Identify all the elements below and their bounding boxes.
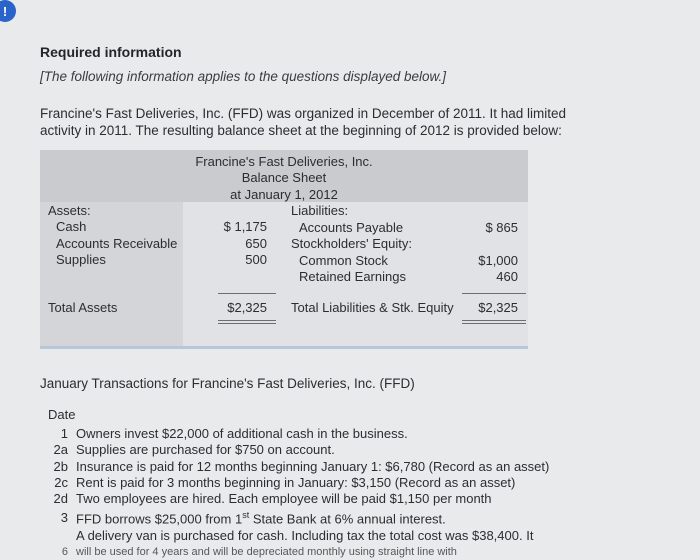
total-le-double-rule [462, 320, 526, 321]
statement-name: Balance Sheet [241, 170, 327, 185]
common-stock-label: Common Stock [299, 253, 388, 268]
total-le-value: $2,325 [478, 300, 518, 315]
total-assets-double-rule [218, 323, 276, 324]
company-name: Francine's Fast Deliveries, Inc. [195, 154, 373, 169]
asset-value: $ 1,175 [223, 219, 267, 234]
text-part: State Bank at 6% annual interest. [249, 511, 446, 527]
transaction-text: Two employees are hired. Each employee will be paid $1,150 per month [76, 491, 492, 506]
total-assets-value: $2,325 [227, 300, 267, 315]
asset-value: 500 [245, 252, 267, 267]
asset-value: 650 [245, 236, 267, 251]
total-assets-label: Total Assets [48, 300, 118, 315]
transaction-text: Insurance is paid for 12 months beginning January 1: $6,780 (Record as an asset) [76, 459, 550, 474]
retained-earnings-label: Retained Earnings [299, 269, 406, 284]
text-part: FFD borrows $25,000 from 1 [76, 511, 243, 527]
ordinal-suffix: st [242, 510, 250, 520]
transaction-text: will be used for 4 years and will be depreciated monthly using straight line with [76, 546, 457, 558]
transactions-title: January Transactions for Francine's Fast Deliveries, Inc. (FFD) [40, 376, 415, 391]
required-info-title: Required information [40, 44, 182, 60]
transaction-number: 3 [60, 510, 68, 525]
asset-label: Supplies [56, 252, 106, 267]
transaction-text: A delivery van is purchased for cash. Including tax the total cost was $38,400. It [76, 528, 534, 543]
liabilities-heading: Liabilities: [291, 203, 349, 218]
statement-date: at January 1, 2012 [230, 187, 338, 202]
transaction-number: 2b [53, 459, 68, 474]
equity-heading: Stockholders' Equity: [291, 236, 412, 251]
retained-earnings-value: 460 [496, 269, 518, 284]
asset-label: Cash [56, 219, 87, 234]
transaction-text: Rent is paid for 3 months beginning in January: $3,150 (Record as an asset) [76, 475, 516, 490]
balance-sheet-table [40, 150, 528, 349]
info-note: [The following information applies to the questions displayed below.] [40, 69, 446, 84]
transaction-number: 2d [53, 491, 68, 506]
date-column-label: Date [48, 407, 76, 422]
transaction-text: Owners invest $22,000 of additional cash in the business. [76, 426, 408, 441]
accounts-payable-label: Accounts Payable [299, 220, 404, 235]
accounts-payable-value: $ 865 [485, 220, 518, 235]
transaction-text [76, 510, 446, 526]
transaction-number: 6 [61, 546, 68, 558]
transaction-number: 2a [53, 442, 68, 457]
equity-subtotal-rule [462, 293, 526, 294]
total-assets-double-rule [218, 320, 276, 321]
common-stock-value: $1,000 [478, 253, 518, 268]
total-le-label: Total Liabilities & Stk. Equity [291, 300, 454, 315]
transaction-number: 1 [60, 426, 68, 441]
assets-subtotal-rule [218, 293, 276, 294]
alert-icon: ! [0, 0, 16, 22]
asset-label: Accounts Receivable [56, 236, 178, 251]
total-le-double-rule [462, 323, 526, 324]
intro-paragraph: Francine's Fast Deliveries, Inc. (FFD) was organized in December of 2011. It had limited activity in 2011. The resulting balance sheet at the beginning of 2012 is provided below: [40, 106, 567, 138]
transaction-text: Supplies are purchased for $750 on account. [76, 442, 335, 457]
assets-heading: Assets: [48, 203, 91, 218]
transaction-number: 2c [54, 475, 68, 490]
